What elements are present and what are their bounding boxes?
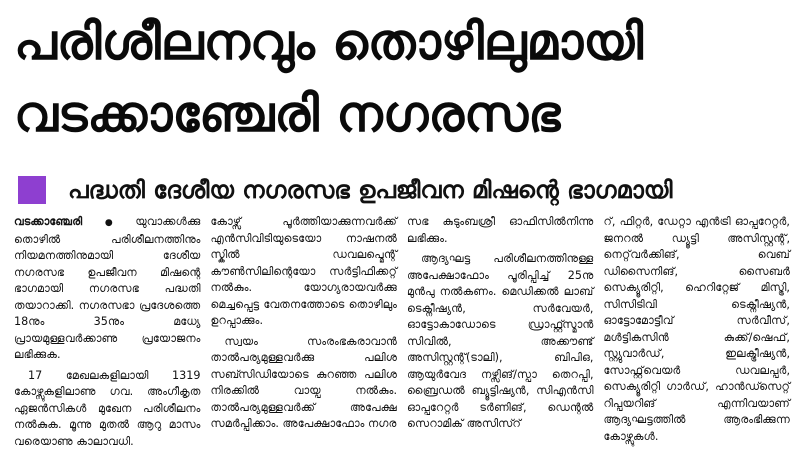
paragraph: സ്വയം സംരംഭകരാവാൻ താൽപര്യമുള്ളവർക്കു പലിശ സബ്സിഡിയോടെ കുറഞ്ഞ പലിശ നിരക്കിൽ വായ്പ നൽകും. താൽപര്യമുള്ളവർക്ക് അപേക്ഷ സമർപ്പിക്കാം. അപേക്ഷാഫോം നഗര <box>211 334 398 433</box>
headline-line-1: പരിശീലനവും തൊഴിലുമായി <box>14 6 790 78</box>
dateline-bullet-icon: ● <box>85 218 132 228</box>
subheadline <box>18 170 788 210</box>
paragraph: റ്, ഫിറ്റർ, ഡേറ്റാ എൻട്രി ഓപ്പറേറ്റർ, ജനറൽ ഡ്യൂട്ടി അസിസ്റ്റന്റ്, നെറ്റ്‌വർക്കിങ്, വെബ് ഡിസൈനിങ്, സൈബർ സെക്യൂരിറ്റി, ഹെറിറ്റേജ് മിസ്ട്രി, സിസിടിവി ടെക്നീഷ്യൻ, ഓട്ടോമോട്ടീവ് സർവീസ്, മൾട്ടികസിൻ കുക്ക്/ഷെഫ്, സ്റ്റ്യുവാർഡ്, ഇലക്ട്രീഷ്യൻ, സോഫ്റ്റ്‌വെയർ ഡവലപ്പർ, സെക്യൂരിറ്റി ഗാർഡ്, ഹാൻഡ്സെറ്റ് റിപ്പയറിങ് എന്നിവയാണ് ആദ്യഘട്ടത്തിൽ ആരംഭിക്കുന്ന കോഴ്സുകൾ. <box>604 214 791 445</box>
article-column-1 <box>14 214 201 420</box>
paragraph <box>14 214 201 364</box>
paragraph: 17 മേഖലകളിലായി 1319 കോഴ്സുകളിലാണു ഗവ. അംഗീകൃത ഏജൻസികൾ മുഖേന പരിശീലനം നൽകുക. മൂന്നു മുതൽ ആറു മാസം വരെയാണു കാലാവധി. <box>14 368 201 450</box>
subhead-text: പദ്ധതി ദേശീയ നഗരസഭ ഉപജീവന മിഷന്റെ ഭാഗമായി <box>68 176 673 204</box>
paragraph: ആദ്യഘട്ട പരിശീലനത്തിനുള്ള അപേക്ഷാഫോം പൂരിപ്പിച്ച് 25നു മുൻപു നൽകണം. മെഡിക്കൽ ലാബ് ടെക്നീഷ്യൻ, സർവേയർ, ഓട്ടോകാഡോടെ ഡ്രാഫ്റ്റ്സ്മാൻ സിവിൽ, അക്കൗണ്ട് അസിസ്റ്റന്റ്(ടാലി), ബിപിഒ, ആയുർവേദ നഴ്സിങ്/സ്പാ തെറപ്പി, ബ്രൈഡൽ ബ്യൂട്ടിഷ്യൻ, സിഎൻസി ഓപ്പറേറ്റർ ടർണിങ്, ഡെന്റൽ സെറാമിക് അസിസ്റ് <box>407 251 594 433</box>
article-column-2 <box>211 214 398 420</box>
headline-line-2: വടക്കാഞ്ചേരി നഗരസഭ <box>14 78 790 150</box>
dateline: വടക്കാഞ്ചേരി <box>14 215 82 228</box>
paragraph-text: യുവാക്കൾക്കു തൊഴിൽ പരിശീലനത്തിനും നിയമനത്തിനുമായി ദേശീയ നഗരസഭ ഉപജീവന മിഷന്റെ ഭാഗമായി നഗരസഭ പദ്ധതി തയാറാക്കി. നഗരസഭാ പ്രദേശത്തെ 18നും 35നും മധ്യേ പ്രായമുള്ളവർക്കാണു പ്രയോജനം ലഭിക്കുക. <box>14 215 201 361</box>
article-body <box>14 214 790 420</box>
headline <box>14 6 790 150</box>
paragraph: കോഴ്സ് പൂർത്തിയാക്കുന്നവർക്ക് എൻസിവിടിയുടെയോ നാഷനൽ സ്കിൽ ഡവലപ്മെന്റ് കൗൺസിലിന്റെയോ സർട്ടിഫിക്കറ്റ് നൽകും. യോഗ്യരായവർക്കു മെച്ചപ്പെട്ട വേതനത്തോടെ തൊഴിലും ഉറപ്പാക്കും. <box>211 214 398 330</box>
article-column-4 <box>604 214 791 420</box>
article-column-3 <box>407 214 594 420</box>
paragraph: സഭ കുടുംബശ്രീ ഓഫിസിൽനിന്നു ലഭിക്കും. <box>407 214 594 247</box>
subhead-marker-square <box>18 176 46 204</box>
